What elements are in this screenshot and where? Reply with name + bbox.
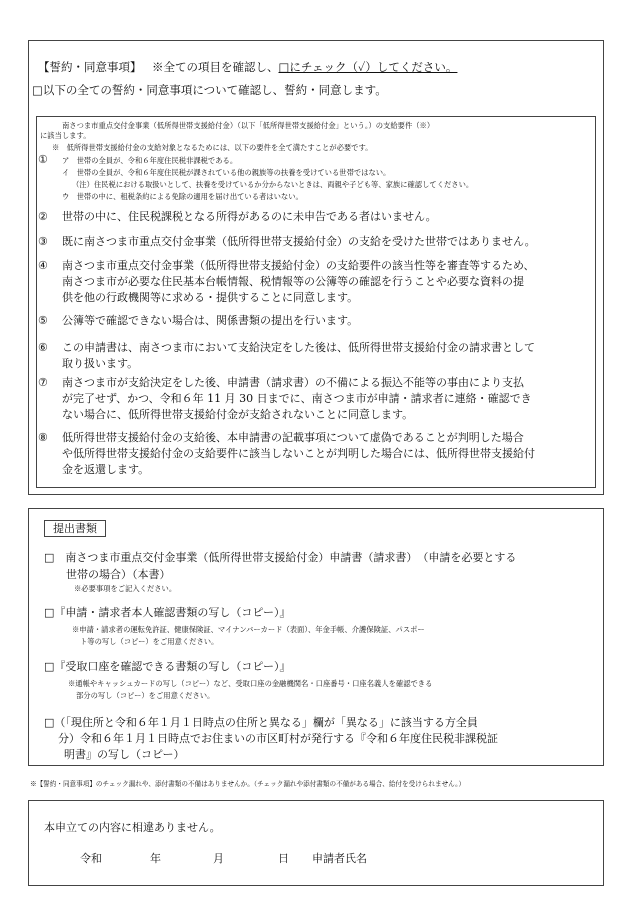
intro-text-2: に該当します。 (40, 131, 91, 140)
doc-3-note: ※通帳やキャッシュカードの写し（コピー）など、受取口座の金融機関名・口座番号・口座名義人を確認できる (68, 679, 433, 688)
doc-4-text: 分）令和６年１月１日時点でお住まいの市区町村が発行する『令和６年度住民税非課税証 (58, 732, 498, 745)
year-label: 年 (150, 852, 161, 865)
confirmation-statement: 本申立ての内容に相違ありません。 (44, 821, 221, 834)
item-number-2[interactable]: ② (38, 210, 48, 223)
documents-label: 提出書類 (44, 520, 106, 537)
doc-4-checkbox[interactable]: □（「現住所と令和６年１月１日時点の住所と異なる」欄が「異なる」に該当する方全員 (44, 716, 478, 729)
item-number-6[interactable]: ⑥ (38, 341, 48, 354)
pledge-item-6-line1: この申請書は、南さつま市において支給決定をした後は、低所得世帯支援給付金の請求書として (62, 341, 535, 354)
intro-text: 南さつま市重点交付金事業（低所得世帯支援給付金）（以下「低所得世帯支援給付金」という。）の支給要件（※） (62, 121, 435, 130)
pledge-item-7-line2: が完了せず、かつ、令和６年 11 月 30 日までに、南さつま市が申請・請求者に連絡・確認でき (62, 392, 532, 405)
doc-4-text-2: 明書』の写し（コピー） (64, 748, 185, 761)
pledge-item-7-line1: 南さつま市が支給決定をした後、申請書（請求書）の不備による振込不能等の事由により支払 (62, 376, 524, 389)
applicant-name-label: 申請者氏名 (312, 852, 367, 865)
item-number-3[interactable]: ③ (38, 235, 48, 248)
confirmation-section (28, 800, 604, 886)
doc-2-checkbox[interactable]: □『申請・請求者本人確認書類の写し（コピー）』 (44, 606, 291, 619)
pledge-item-4-line3: 供を他の行政機関等に求める・提供することに同意します。 (62, 291, 359, 304)
doc-1-note: ※必要事項をご記入ください。 (74, 584, 177, 593)
doc-3-checkbox[interactable]: □『受取口座を確認できる書類の写し（コピー）』 (44, 660, 291, 673)
item-number-4[interactable]: ④ (38, 259, 48, 272)
doc-2-note: ※申請・請求者の運転免許証、健康保険証、マイナンバーカード（表面）、年金手帳、介護保険証、パスポー (72, 625, 425, 634)
pledge-item-3: 既に南さつま市重点交付金事業（低所得世帯支援給付金）の支給を受けた世帯ではありません。 (62, 235, 536, 248)
pledge-header-checkbox-note: □にチェック（✓）してください。 (278, 60, 458, 74)
requirement-note: ※ 低所得世帯支援給付金の支給対象となるためには、以下の要件を全て満たすことが必要です。 (52, 143, 373, 152)
month-label: 月 (213, 852, 224, 865)
pledge-item-8-line1: 低所得世帯支援給付金の支給後、本申請書の記載事項について虚偽であることが判明した場合 (62, 431, 524, 444)
doc-1-text: 世帯の場合）（本書） (66, 568, 171, 581)
era-label: 令和 (80, 852, 102, 865)
pledge-item-4-line2: 南さつま市が必要な住民基本台帳情報、税情報等の公簿等の確認を行うことや必要な資料の提 (62, 275, 524, 288)
pledge-item-8-line3: 金を返還します。 (62, 463, 150, 476)
doc-1-checkbox[interactable]: □ 南さつま市重点交付金事業（低所得世帯支援給付金）申請書（請求書） （申請を必要とする (44, 551, 517, 564)
requirement-u: ウ 世帯の中に、租税条約による免除の適用を届け出ている者はいない。 (62, 192, 303, 201)
pledge-header-label: 【誓約・同意事項】 (38, 60, 142, 74)
item-number-5[interactable]: ⑤ (38, 314, 48, 327)
pledge-item-5: 公簿等で確認できない場合は、関係書類の提出を行います。 (62, 314, 359, 327)
footnote: ※【誓約・同意事項】のチェック漏れや、添付書類の不備はありませんか。（チェック漏れや添付書類の不備がある場合、給付を受けられません。） (30, 780, 466, 788)
doc-3-note-2: 部分の写し（コピー）をご用意ください。 (76, 691, 215, 700)
day-label: 日 (278, 852, 289, 865)
item-number-7[interactable]: ⑦ (38, 376, 48, 389)
requirement-note-dependents: （注）住民税における取扱いとして、扶養を受けているか分からないときは、両親や子ども等、家族に確認してください。 (72, 180, 474, 189)
item-number-8[interactable]: ⑧ (38, 431, 48, 444)
doc-2-note-2: ト等の写し（コピー）をご用意ください。 (80, 637, 219, 646)
pledge-item-7-line3: ない場合に、低所得世帯支援給付金が支給されないことに同意します。 (62, 408, 414, 421)
check-all-checkbox[interactable]: □以下の全ての誓約・同意事項について確認し、誓約・同意します。 (32, 83, 387, 97)
pledge-item-8-line2: や低所得世帯支援給付金の支給要件に該当しないことが判明した場合には、低所得世帯支援給付 (62, 447, 535, 460)
pledge-header-note: ※全ての項目を確認し、□にチェック（✓）してください。 (152, 60, 458, 74)
pledge-item-6-line2: 取り扱います。 (62, 357, 139, 370)
item-number-1[interactable]: ① (38, 153, 48, 166)
requirement-i: イ 世帯の全員が、令和６年度住民税が課されている他の親族等の扶養を受けている世帯ではない。 (62, 168, 391, 177)
pledge-item-2: 世帯の中に、住民税課税となる所得があるのに未申告である者はいません。 (62, 210, 437, 223)
pledge-item-4-line1: 南さつま市重点交付金事業（低所得世帯支援給付金）の支給要件の該当性等を審査等するため、 (62, 259, 535, 272)
requirement-a: ア 世帯の全員が、令和６年度住民税非課税である。 (62, 156, 238, 165)
